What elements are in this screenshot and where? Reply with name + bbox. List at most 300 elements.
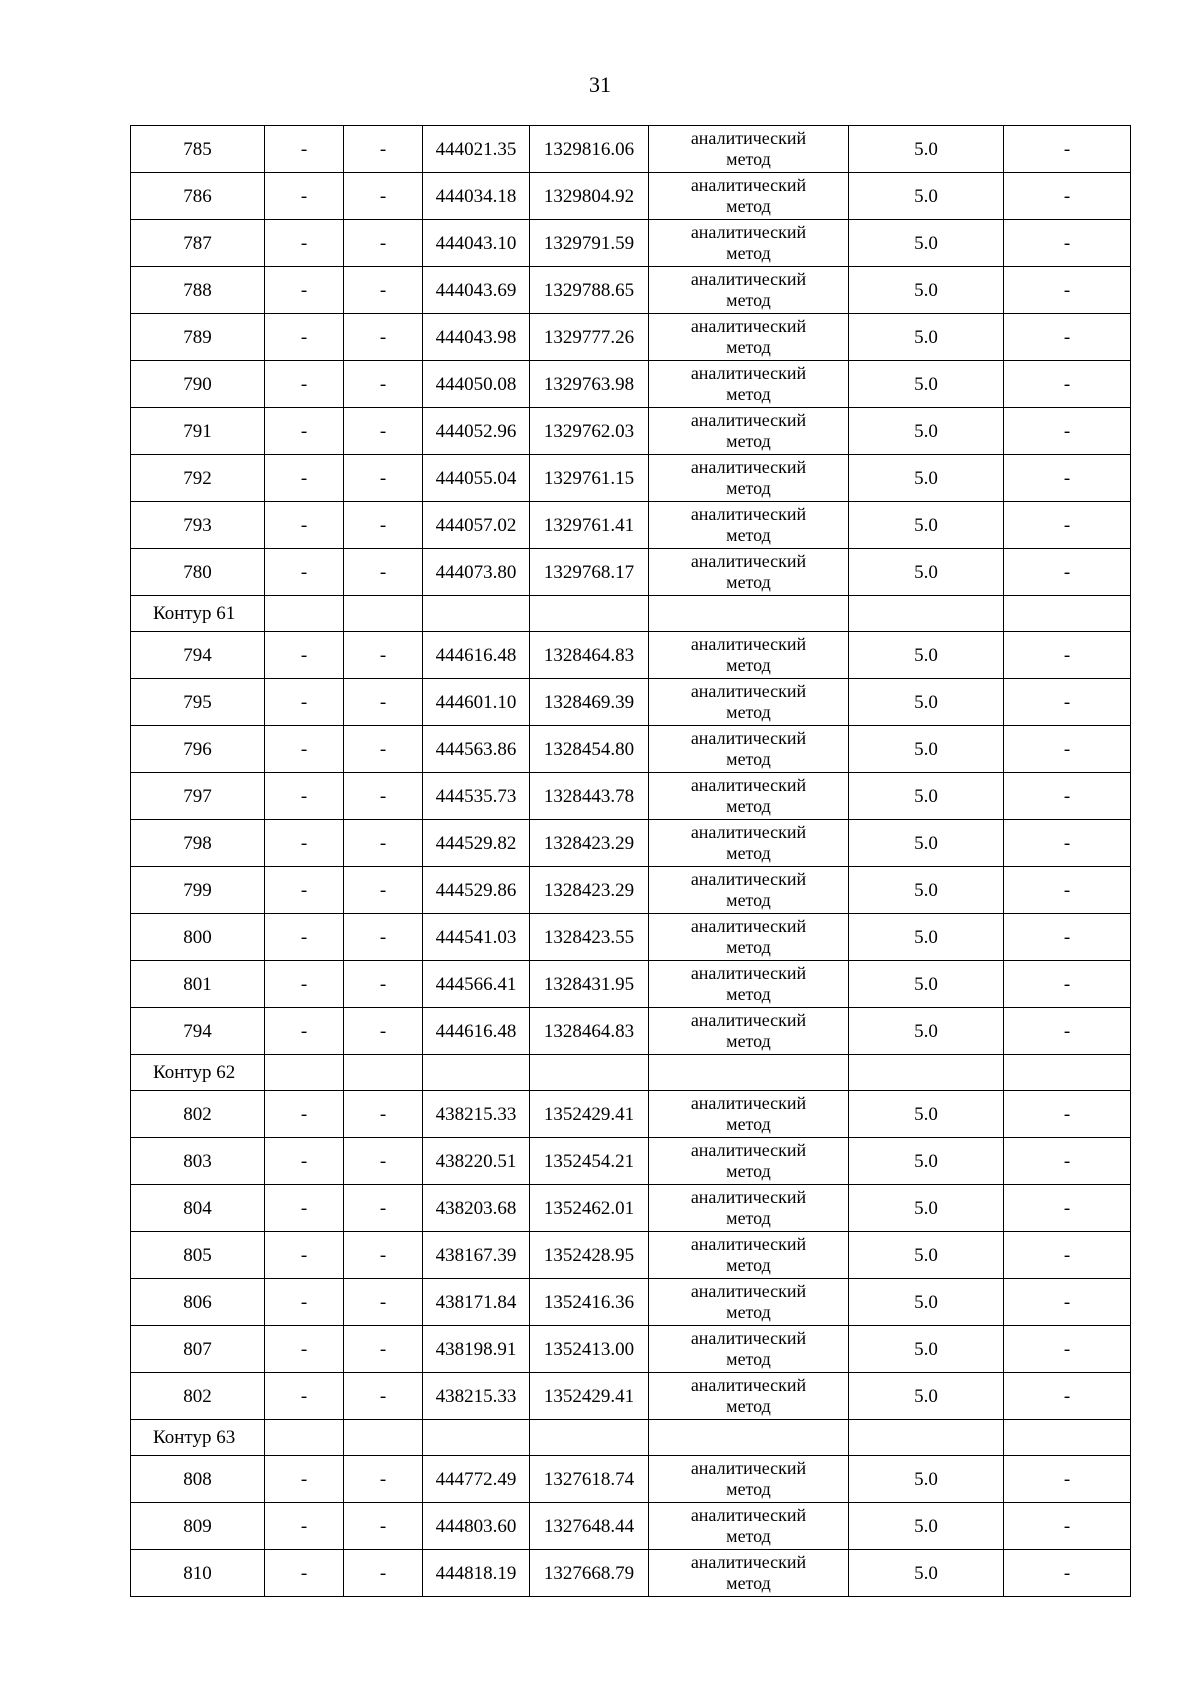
- method-line-1: аналитический: [690, 728, 807, 748]
- dash-cell: -: [265, 502, 344, 549]
- method-line-2: метод: [726, 796, 771, 816]
- y-coordinate-cell: 1329777.26: [530, 314, 649, 361]
- dash-cell: -: [265, 1550, 344, 1597]
- table-row: [131, 961, 1131, 1008]
- method-cell: [649, 455, 849, 502]
- dash-cell: -: [344, 679, 423, 726]
- empty-cell: [344, 1055, 423, 1091]
- method-cell: [649, 361, 849, 408]
- point-number-cell: 802: [131, 1373, 265, 1420]
- dash-cell: -: [344, 549, 423, 596]
- accuracy-cell: 5.0: [849, 267, 1004, 314]
- dash-cell: -: [265, 455, 344, 502]
- x-coordinate-cell: 444803.60: [423, 1503, 530, 1550]
- accuracy-cell: 5.0: [849, 679, 1004, 726]
- accuracy-cell: 5.0: [849, 1138, 1004, 1185]
- x-coordinate-cell: 438215.33: [423, 1373, 530, 1420]
- y-coordinate-cell: 1327648.44: [530, 1503, 649, 1550]
- method-line-1: аналитический: [690, 316, 807, 336]
- method-cell: [649, 173, 849, 220]
- dash-cell: -: [1004, 455, 1131, 502]
- accuracy-cell: 5.0: [849, 867, 1004, 914]
- accuracy-cell: 5.0: [849, 820, 1004, 867]
- table-row: [131, 820, 1131, 867]
- empty-cell: [530, 1055, 649, 1091]
- method-line-2: метод: [726, 937, 771, 957]
- point-number-cell: 808: [131, 1456, 265, 1503]
- accuracy-cell: 5.0: [849, 773, 1004, 820]
- dash-cell: -: [344, 1091, 423, 1138]
- x-coordinate-cell: 444616.48: [423, 632, 530, 679]
- table-row: [131, 773, 1131, 820]
- dash-cell: -: [265, 867, 344, 914]
- point-number-cell: 795: [131, 679, 265, 726]
- empty-cell: [423, 596, 530, 632]
- dash-cell: -: [344, 220, 423, 267]
- y-coordinate-cell: 1327618.74: [530, 1456, 649, 1503]
- x-coordinate-cell: 444541.03: [423, 914, 530, 961]
- method-line-2: метод: [726, 478, 771, 498]
- x-coordinate-cell: 438198.91: [423, 1326, 530, 1373]
- dash-cell: -: [265, 820, 344, 867]
- y-coordinate-cell: 1329788.65: [530, 267, 649, 314]
- method-line-2: метод: [726, 1031, 771, 1051]
- dash-cell: -: [344, 961, 423, 1008]
- dash-cell: -: [344, 820, 423, 867]
- table-row: [131, 1326, 1131, 1373]
- x-coordinate-cell: 444073.80: [423, 549, 530, 596]
- accuracy-cell: 5.0: [849, 126, 1004, 173]
- point-number-cell: 810: [131, 1550, 265, 1597]
- dash-cell: -: [344, 1008, 423, 1055]
- y-coordinate-cell: 1328454.80: [530, 726, 649, 773]
- x-coordinate-cell: 444818.19: [423, 1550, 530, 1597]
- method-line-1: аналитический: [690, 1140, 807, 1160]
- method-cell: [649, 1185, 849, 1232]
- point-number-cell: 797: [131, 773, 265, 820]
- dash-cell: -: [344, 267, 423, 314]
- dash-cell: -: [1004, 1503, 1131, 1550]
- dash-cell: -: [265, 961, 344, 1008]
- y-coordinate-cell: 1328464.83: [530, 632, 649, 679]
- table-row: [131, 1185, 1131, 1232]
- dash-cell: -: [344, 1185, 423, 1232]
- method-line-1: аналитический: [690, 822, 807, 842]
- dash-cell: -: [265, 314, 344, 361]
- method-cell: [649, 961, 849, 1008]
- y-coordinate-cell: 1352454.21: [530, 1138, 649, 1185]
- method-line-1: аналитический: [690, 1010, 807, 1030]
- dash-cell: -: [265, 773, 344, 820]
- page-number: 31: [589, 72, 611, 97]
- dash-cell: -: [344, 502, 423, 549]
- table-row: [131, 549, 1131, 596]
- x-coordinate-cell: 444021.35: [423, 126, 530, 173]
- y-coordinate-cell: 1352428.95: [530, 1232, 649, 1279]
- table-row: [131, 126, 1131, 173]
- dash-cell: -: [265, 1279, 344, 1326]
- x-coordinate-cell: 444055.04: [423, 455, 530, 502]
- dash-cell: -: [265, 1503, 344, 1550]
- method-line-2: метод: [726, 337, 771, 357]
- method-line-1: аналитический: [690, 410, 807, 430]
- y-coordinate-cell: 1352429.41: [530, 1091, 649, 1138]
- dash-cell: -: [1004, 867, 1131, 914]
- point-number-cell: 809: [131, 1503, 265, 1550]
- empty-cell: [1004, 1055, 1131, 1091]
- dash-cell: -: [344, 1456, 423, 1503]
- y-coordinate-cell: 1329761.15: [530, 455, 649, 502]
- coordinates-table: [130, 125, 1131, 1597]
- x-coordinate-cell: 438215.33: [423, 1091, 530, 1138]
- method-line-1: аналитический: [690, 1328, 807, 1348]
- dash-cell: -: [265, 1326, 344, 1373]
- method-line-2: метод: [726, 702, 771, 722]
- table-row: [131, 632, 1131, 679]
- empty-cell: [423, 1055, 530, 1091]
- method-line-1: аналитический: [690, 551, 807, 571]
- accuracy-cell: 5.0: [849, 726, 1004, 773]
- point-number-cell: 789: [131, 314, 265, 361]
- dash-cell: -: [265, 1373, 344, 1420]
- dash-cell: -: [1004, 820, 1131, 867]
- method-cell: [649, 820, 849, 867]
- point-number-cell: 803: [131, 1138, 265, 1185]
- empty-cell: [649, 1420, 849, 1456]
- table-row: [131, 1232, 1131, 1279]
- table-row: [131, 1456, 1131, 1503]
- point-number-cell: 806: [131, 1279, 265, 1326]
- dash-cell: -: [1004, 1456, 1131, 1503]
- empty-cell: [1004, 1420, 1131, 1456]
- method-cell: [649, 1232, 849, 1279]
- dash-cell: -: [1004, 1091, 1131, 1138]
- table-row: [131, 1008, 1131, 1055]
- point-number-cell: 802: [131, 1091, 265, 1138]
- accuracy-cell: 5.0: [849, 408, 1004, 455]
- dash-cell: -: [265, 1232, 344, 1279]
- empty-cell: [849, 596, 1004, 632]
- table-row: [131, 220, 1131, 267]
- dash-cell: -: [1004, 267, 1131, 314]
- method-cell: [649, 1550, 849, 1597]
- method-line-2: метод: [726, 1526, 771, 1546]
- point-number-cell: 780: [131, 549, 265, 596]
- dash-cell: -: [344, 1503, 423, 1550]
- method-cell: [649, 314, 849, 361]
- dash-cell: -: [1004, 220, 1131, 267]
- dash-cell: -: [265, 1185, 344, 1232]
- empty-cell: [265, 596, 344, 632]
- method-line-1: аналитический: [690, 1505, 807, 1525]
- method-cell: [649, 220, 849, 267]
- dash-cell: -: [265, 1091, 344, 1138]
- point-number-cell: 792: [131, 455, 265, 502]
- dash-cell: -: [1004, 173, 1131, 220]
- dash-cell: -: [265, 1456, 344, 1503]
- dash-cell: -: [265, 726, 344, 773]
- method-cell: [649, 502, 849, 549]
- accuracy-cell: 5.0: [849, 549, 1004, 596]
- contour-label: Контур 61: [131, 596, 265, 632]
- dash-cell: -: [1004, 549, 1131, 596]
- empty-cell: [849, 1055, 1004, 1091]
- method-line-1: аналитический: [690, 269, 807, 289]
- empty-cell: [530, 1420, 649, 1456]
- method-line-2: метод: [726, 1255, 771, 1275]
- point-number-cell: 800: [131, 914, 265, 961]
- dash-cell: -: [344, 361, 423, 408]
- method-line-2: метод: [726, 1396, 771, 1416]
- table-row: [131, 1503, 1131, 1550]
- point-number-cell: 793: [131, 502, 265, 549]
- dash-cell: -: [265, 914, 344, 961]
- dash-cell: -: [1004, 1326, 1131, 1373]
- x-coordinate-cell: 444563.86: [423, 726, 530, 773]
- x-coordinate-cell: 444057.02: [423, 502, 530, 549]
- table-row: [131, 361, 1131, 408]
- y-coordinate-cell: 1329791.59: [530, 220, 649, 267]
- method-cell: [649, 726, 849, 773]
- table-row: [131, 1550, 1131, 1597]
- method-cell: [649, 1279, 849, 1326]
- table-row: [131, 1279, 1131, 1326]
- y-coordinate-cell: 1352429.41: [530, 1373, 649, 1420]
- method-line-1: аналитический: [690, 1375, 807, 1395]
- y-coordinate-cell: 1329768.17: [530, 549, 649, 596]
- table-row: [131, 1373, 1131, 1420]
- method-line-2: метод: [726, 1349, 771, 1369]
- method-line-1: аналитический: [690, 1552, 807, 1572]
- x-coordinate-cell: 444043.69: [423, 267, 530, 314]
- method-cell: [649, 1008, 849, 1055]
- accuracy-cell: 5.0: [849, 1232, 1004, 1279]
- method-line-2: метод: [726, 572, 771, 592]
- dash-cell: -: [344, 632, 423, 679]
- method-cell: [649, 408, 849, 455]
- table-row: [131, 408, 1131, 455]
- x-coordinate-cell: 444616.48: [423, 1008, 530, 1055]
- accuracy-cell: 5.0: [849, 1185, 1004, 1232]
- table-row: [131, 267, 1131, 314]
- method-cell: [649, 549, 849, 596]
- y-coordinate-cell: 1352462.01: [530, 1185, 649, 1232]
- dash-cell: -: [344, 1138, 423, 1185]
- empty-cell: [265, 1420, 344, 1456]
- method-cell: [649, 1138, 849, 1185]
- x-coordinate-cell: 438203.68: [423, 1185, 530, 1232]
- empty-cell: [649, 596, 849, 632]
- y-coordinate-cell: 1328423.55: [530, 914, 649, 961]
- table-row: [131, 1138, 1131, 1185]
- table-row: [131, 502, 1131, 549]
- point-number-cell: 807: [131, 1326, 265, 1373]
- method-line-2: метод: [726, 1573, 771, 1593]
- x-coordinate-cell: 444050.08: [423, 361, 530, 408]
- method-line-2: метод: [726, 1114, 771, 1134]
- y-coordinate-cell: 1328423.29: [530, 820, 649, 867]
- method-line-1: аналитический: [690, 963, 807, 983]
- point-number-cell: 798: [131, 820, 265, 867]
- point-number-cell: 805: [131, 1232, 265, 1279]
- point-number-cell: 799: [131, 867, 265, 914]
- table-row: [131, 455, 1131, 502]
- accuracy-cell: 5.0: [849, 1503, 1004, 1550]
- method-line-2: метод: [726, 149, 771, 169]
- method-cell: [649, 1373, 849, 1420]
- method-cell: [649, 1456, 849, 1503]
- dash-cell: -: [344, 867, 423, 914]
- method-cell: [649, 126, 849, 173]
- method-line-1: аналитический: [690, 1234, 807, 1254]
- x-coordinate-cell: 444772.49: [423, 1456, 530, 1503]
- accuracy-cell: 5.0: [849, 632, 1004, 679]
- method-line-1: аналитический: [690, 175, 807, 195]
- dash-cell: -: [1004, 1232, 1131, 1279]
- point-number-cell: 794: [131, 1008, 265, 1055]
- accuracy-cell: 5.0: [849, 1326, 1004, 1373]
- table-row: [131, 679, 1131, 726]
- dash-cell: -: [265, 408, 344, 455]
- dash-cell: -: [344, 1373, 423, 1420]
- contour-label: Контур 63: [131, 1420, 265, 1456]
- accuracy-cell: 5.0: [849, 1279, 1004, 1326]
- method-line-2: метод: [726, 1161, 771, 1181]
- method-line-2: метод: [726, 749, 771, 769]
- y-coordinate-cell: 1327668.79: [530, 1550, 649, 1597]
- empty-cell: [344, 596, 423, 632]
- dash-cell: -: [1004, 961, 1131, 1008]
- method-cell: [649, 267, 849, 314]
- table-row: [131, 914, 1131, 961]
- dash-cell: -: [344, 1326, 423, 1373]
- y-coordinate-cell: 1329763.98: [530, 361, 649, 408]
- dash-cell: -: [265, 173, 344, 220]
- dash-cell: -: [265, 1138, 344, 1185]
- empty-cell: [649, 1055, 849, 1091]
- dash-cell: -: [1004, 1185, 1131, 1232]
- y-coordinate-cell: 1328443.78: [530, 773, 649, 820]
- accuracy-cell: 5.0: [849, 914, 1004, 961]
- dash-cell: -: [1004, 126, 1131, 173]
- accuracy-cell: 5.0: [849, 220, 1004, 267]
- method-line-1: аналитический: [690, 1093, 807, 1113]
- dash-cell: -: [344, 1232, 423, 1279]
- y-coordinate-cell: 1328464.83: [530, 1008, 649, 1055]
- method-line-1: аналитический: [690, 634, 807, 654]
- dash-cell: -: [344, 455, 423, 502]
- dash-cell: -: [265, 361, 344, 408]
- method-line-2: метод: [726, 243, 771, 263]
- dash-cell: -: [344, 408, 423, 455]
- y-coordinate-cell: 1328431.95: [530, 961, 649, 1008]
- x-coordinate-cell: 444043.98: [423, 314, 530, 361]
- dash-cell: -: [1004, 773, 1131, 820]
- accuracy-cell: 5.0: [849, 1373, 1004, 1420]
- dash-cell: -: [344, 1550, 423, 1597]
- dash-cell: -: [1004, 914, 1131, 961]
- method-line-1: аналитический: [690, 681, 807, 701]
- dash-cell: -: [1004, 502, 1131, 549]
- method-cell: [649, 867, 849, 914]
- method-line-2: метод: [726, 384, 771, 404]
- method-line-1: аналитический: [690, 1281, 807, 1301]
- x-coordinate-cell: 444601.10: [423, 679, 530, 726]
- contour-header-row: [131, 596, 1131, 632]
- contour-header-row: [131, 1055, 1131, 1091]
- empty-cell: [530, 596, 649, 632]
- accuracy-cell: 5.0: [849, 455, 1004, 502]
- x-coordinate-cell: 444535.73: [423, 773, 530, 820]
- table-row: [131, 1091, 1131, 1138]
- y-coordinate-cell: 1352416.36: [530, 1279, 649, 1326]
- y-coordinate-cell: 1329762.03: [530, 408, 649, 455]
- table-body: [131, 126, 1131, 1597]
- method-line-1: аналитический: [690, 1187, 807, 1207]
- dash-cell: -: [1004, 726, 1131, 773]
- point-number-cell: 791: [131, 408, 265, 455]
- method-line-1: аналитический: [690, 222, 807, 242]
- x-coordinate-cell: 438167.39: [423, 1232, 530, 1279]
- dash-cell: -: [265, 549, 344, 596]
- dash-cell: -: [344, 173, 423, 220]
- x-coordinate-cell: 444052.96: [423, 408, 530, 455]
- accuracy-cell: 5.0: [849, 961, 1004, 1008]
- dash-cell: -: [1004, 408, 1131, 455]
- method-line-2: метод: [726, 431, 771, 451]
- method-line-2: метод: [726, 1479, 771, 1499]
- method-line-2: метод: [726, 655, 771, 675]
- dash-cell: -: [1004, 1373, 1131, 1420]
- point-number-cell: 794: [131, 632, 265, 679]
- table-row: [131, 726, 1131, 773]
- method-cell: [649, 1503, 849, 1550]
- dash-cell: -: [1004, 361, 1131, 408]
- dash-cell: -: [265, 1008, 344, 1055]
- method-cell: [649, 1091, 849, 1138]
- method-cell: [649, 679, 849, 726]
- contour-header-row: [131, 1420, 1131, 1456]
- method-cell: [649, 914, 849, 961]
- empty-cell: [1004, 596, 1131, 632]
- dash-cell: -: [344, 126, 423, 173]
- method-cell: [649, 773, 849, 820]
- x-coordinate-cell: 444043.10: [423, 220, 530, 267]
- y-coordinate-cell: 1328423.29: [530, 867, 649, 914]
- table-row: [131, 867, 1131, 914]
- point-number-cell: 790: [131, 361, 265, 408]
- dash-cell: -: [344, 314, 423, 361]
- dash-cell: -: [1004, 1138, 1131, 1185]
- accuracy-cell: 5.0: [849, 361, 1004, 408]
- y-coordinate-cell: 1329816.06: [530, 126, 649, 173]
- method-cell: [649, 1326, 849, 1373]
- method-line-1: аналитический: [690, 916, 807, 936]
- dash-cell: -: [344, 726, 423, 773]
- y-coordinate-cell: 1329761.41: [530, 502, 649, 549]
- dash-cell: -: [265, 220, 344, 267]
- table-row: [131, 173, 1131, 220]
- accuracy-cell: 5.0: [849, 1456, 1004, 1503]
- dash-cell: -: [265, 679, 344, 726]
- table-row: [131, 314, 1131, 361]
- x-coordinate-cell: 444529.82: [423, 820, 530, 867]
- method-line-1: аналитический: [690, 363, 807, 383]
- method-line-1: аналитический: [690, 869, 807, 889]
- point-number-cell: 804: [131, 1185, 265, 1232]
- x-coordinate-cell: 444034.18: [423, 173, 530, 220]
- method-line-2: метод: [726, 890, 771, 910]
